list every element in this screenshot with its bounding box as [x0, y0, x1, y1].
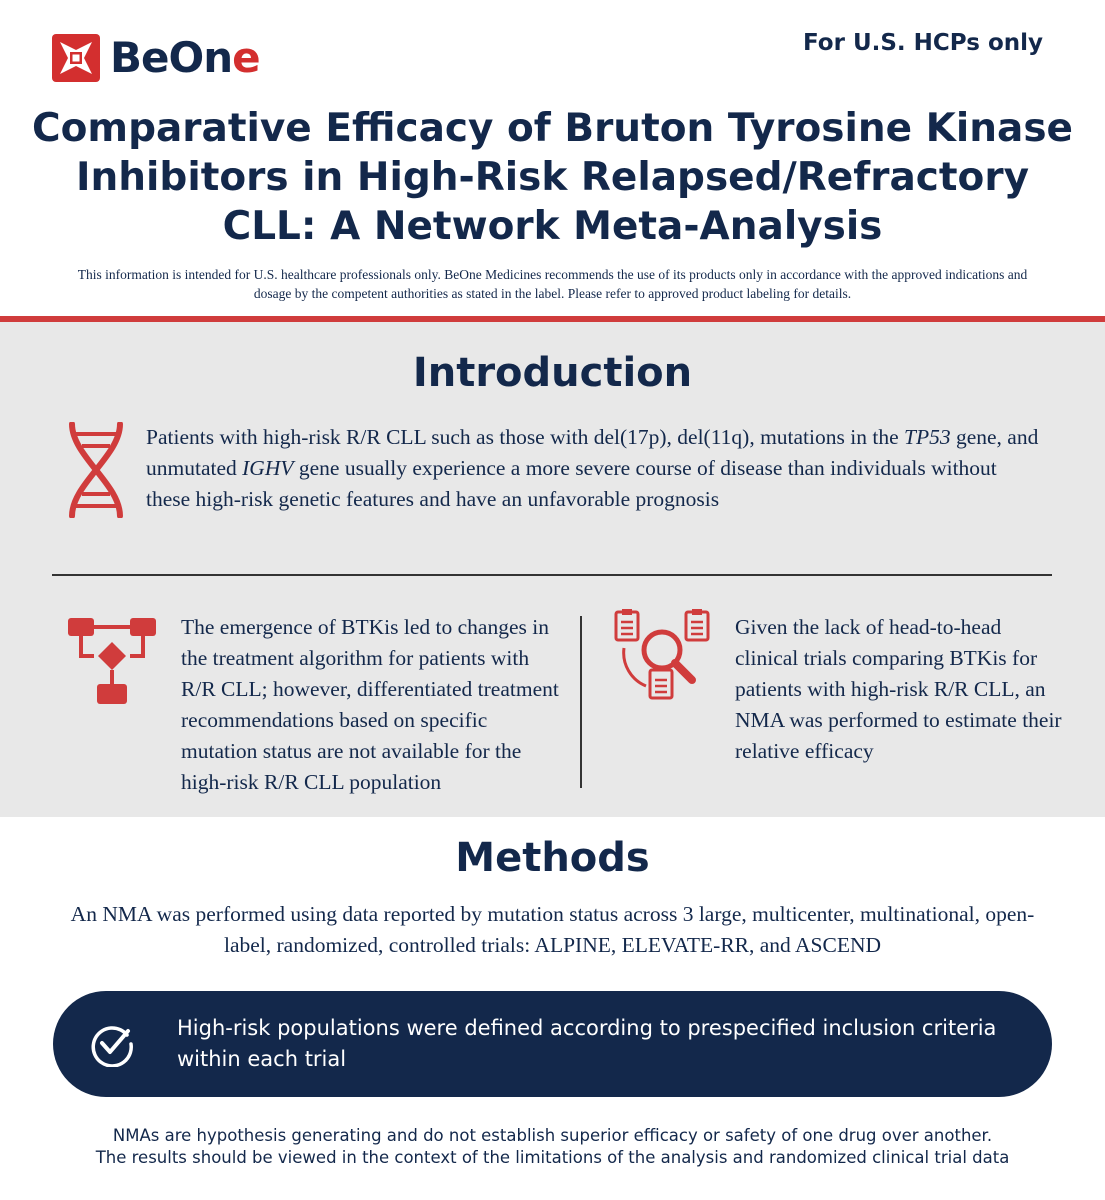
disclaimer-text: This information is intended for U.S. healthcare professionals only. BeOne Medicines recommends the use of its products only in accordance with the approved indications and dosage by the competent authorities as stated in the label. Please refer to approved product labeling for details.	[77, 267, 1028, 301]
section-divider	[52, 574, 1052, 576]
introduction-paragraph: Patients with high-risk R/R CLL such as those with del(17p), del(11q), mutations in the TP53 gene, and unmutated IGHV gene usually experience a more severe course of disease than individuals without these high-risk genetic features and have an unfavorable prognosis	[146, 425, 1039, 511]
document-search-icon	[612, 608, 714, 700]
methods-heading: Methods	[455, 835, 650, 881]
logo-wordmark: BeOne	[110, 33, 260, 82]
left-column-text: The emergence of BTKis led to changes in the treatment algorithm for patients with R/R CLL; however, differentiated treatment recommendations based on specific mutation status are not available for the high-risk R/R CLL population	[181, 615, 559, 794]
column-divider	[580, 616, 582, 788]
footnote-line-1: NMAs are hypothesis generating and do not establish superior efficacy or safety of one drug over another.	[112, 1126, 993, 1145]
right-column-text: Given the lack of head-to-head clinical trials comparing BTKis for patients with high-risk R/R CLL, an NMA was performed to estimate their relative efficacy	[735, 615, 1062, 763]
audience-label: For U.S. HCPs only	[803, 30, 1043, 56]
introduction-heading: Introduction	[412, 350, 693, 396]
callout-text: High-risk populations were defined according to prespecified inclusion criteria within each trial	[177, 1016, 997, 1071]
page-title: Comparative Efficacy of Bruton Tyrosine Kinase Inhibitors in High-Risk Relapsed/Refractory CLL: A Network Meta-Analysis	[32, 106, 1073, 249]
methods-paragraph: An NMA was performed using data reported by mutation status across 3 large, multicenter, multinational, open-label, randomized, controlled trials: ALPINE, ELEVATE-RR, and ASCEND	[70, 902, 1035, 957]
page-header	[0, 0, 1105, 318]
dna-icon	[66, 422, 126, 518]
beone-logo	[52, 34, 260, 82]
check-circle-icon	[89, 1021, 135, 1067]
limitations-footnote	[30, 1125, 1075, 1169]
methods-section	[0, 817, 1105, 1200]
flowchart-icon	[66, 616, 158, 706]
beone-logo-icon	[52, 34, 100, 82]
criteria-callout	[53, 991, 1052, 1097]
introduction-section	[0, 322, 1105, 817]
footnote-line-2: The results should be viewed in the context of the limitations of the analysis and randomized clinical trial data	[95, 1148, 1010, 1167]
